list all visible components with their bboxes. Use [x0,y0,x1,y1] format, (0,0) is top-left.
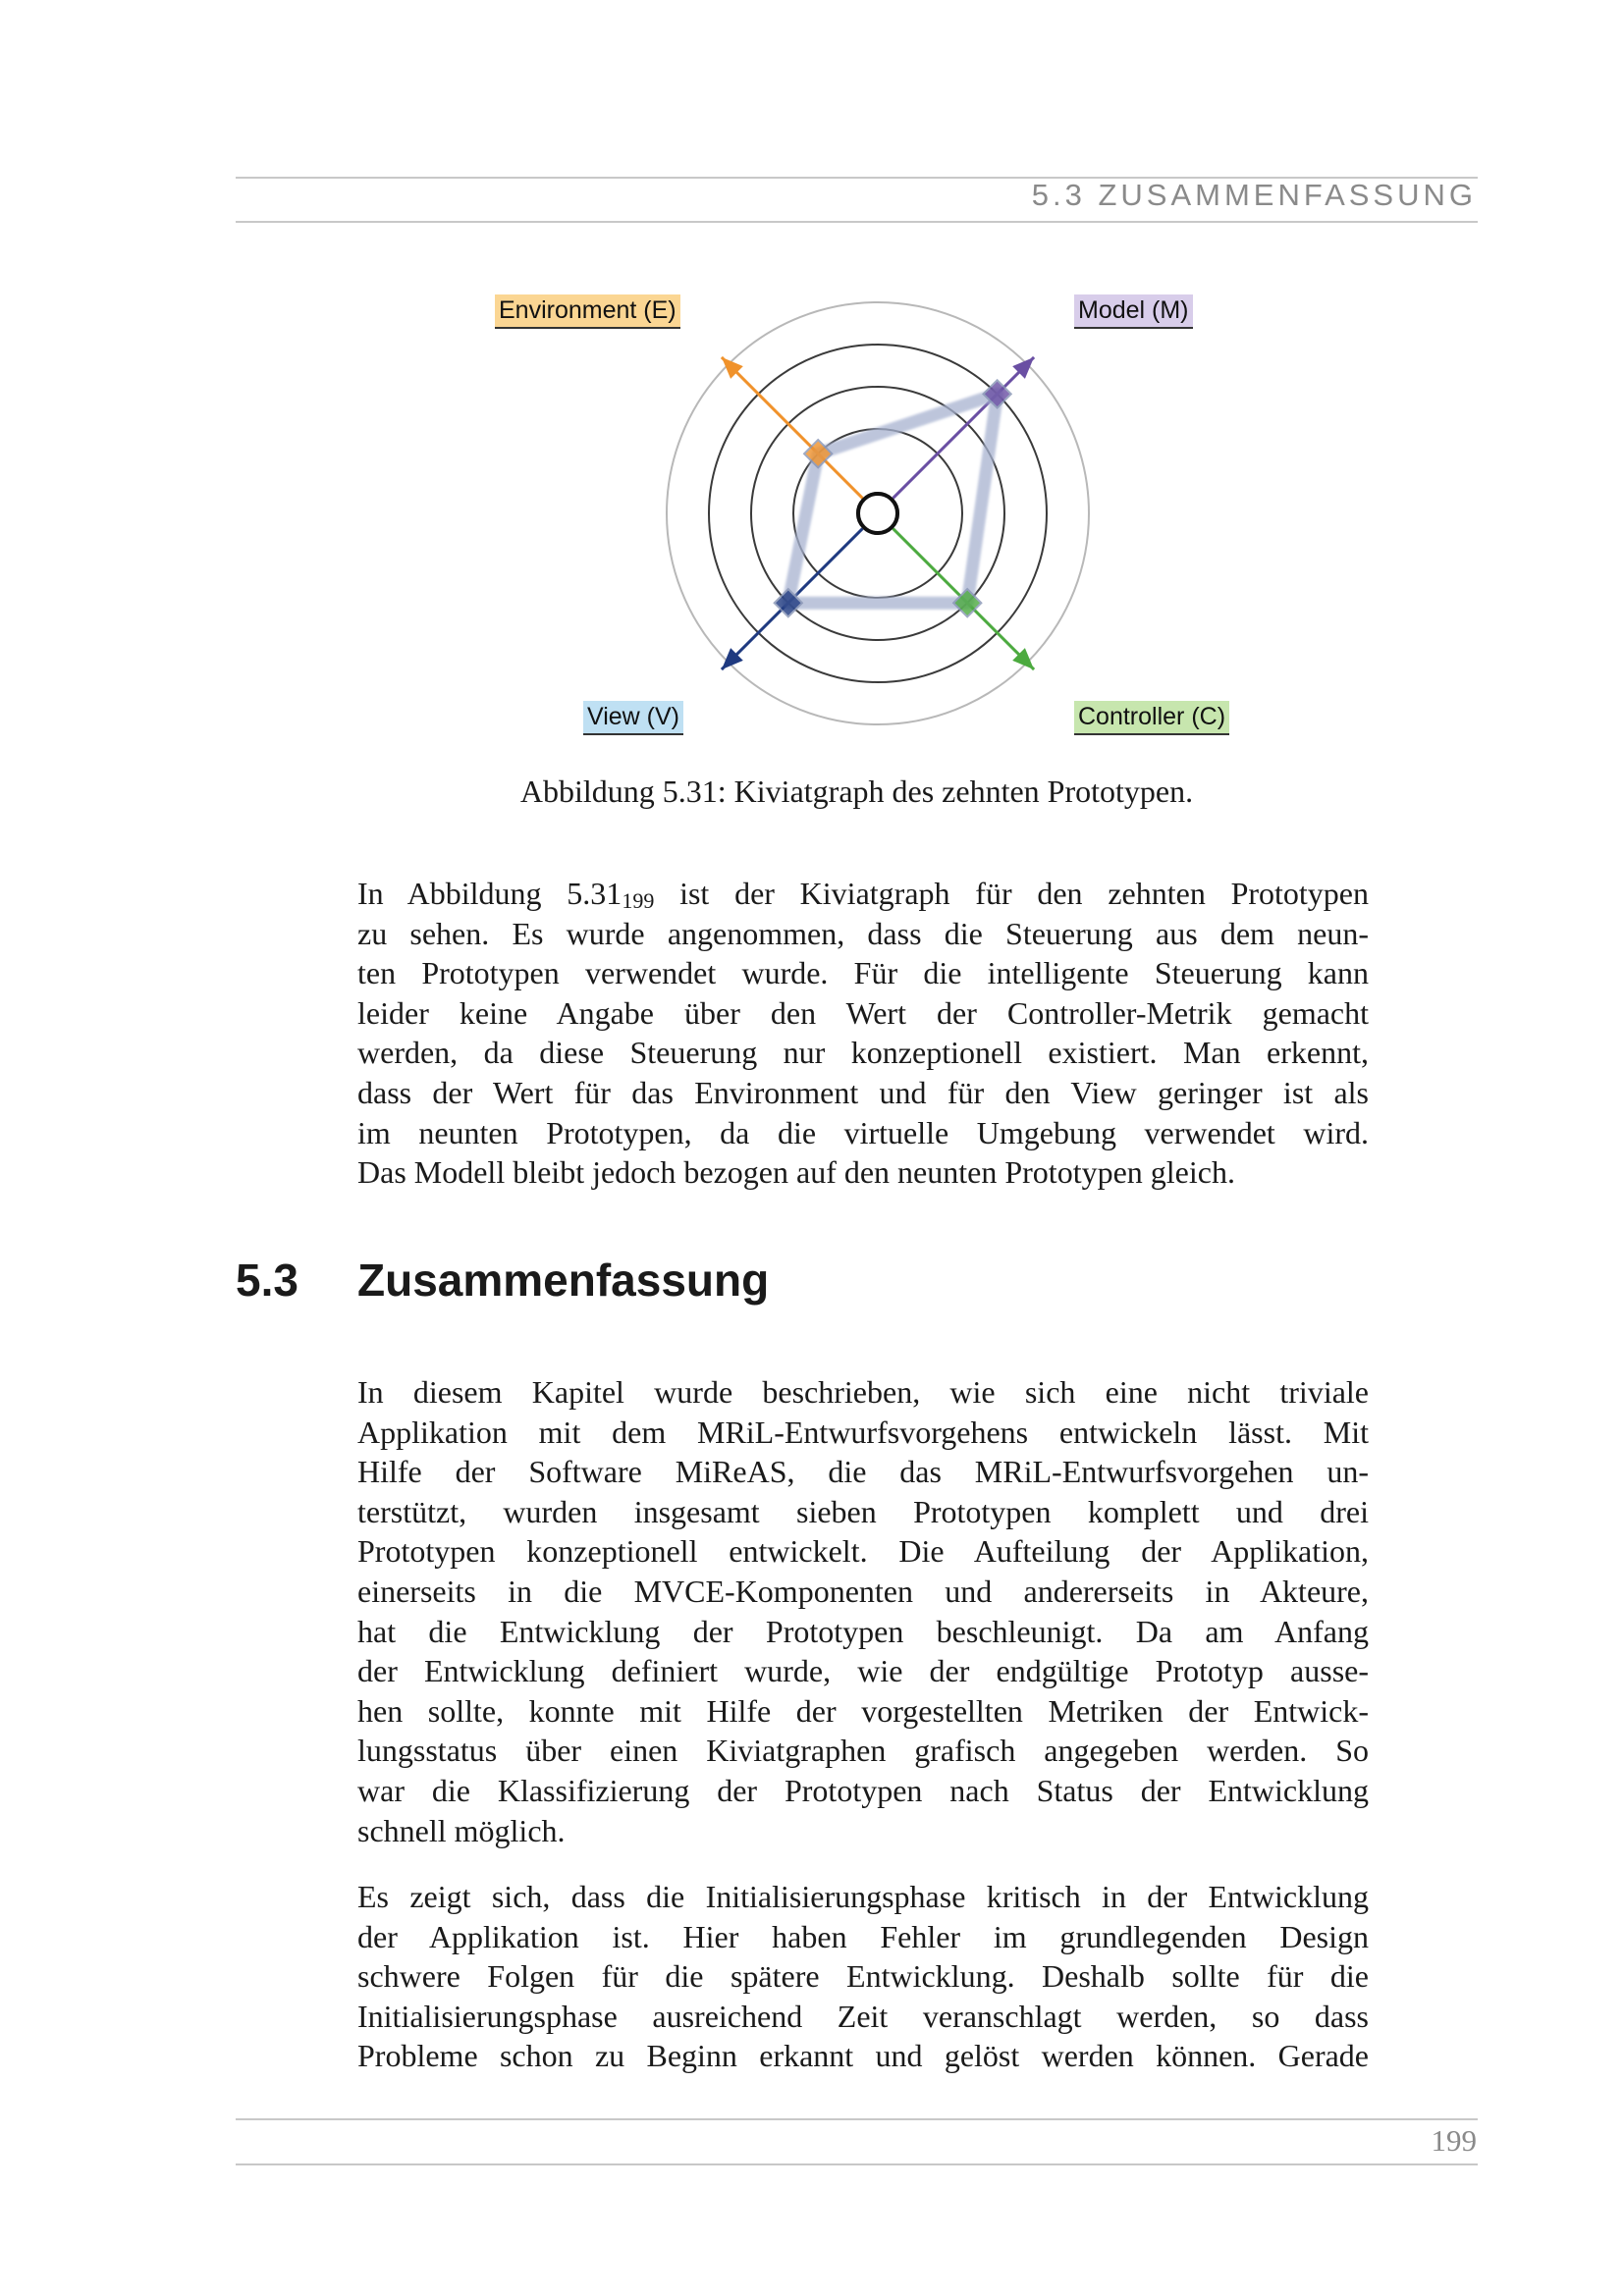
paragraph-line: Das Modell bleibt jedoch bezogen auf den neunten Prototypen gleich. [357,1154,1235,1191]
axis-label-view: View (V) [583,701,683,735]
paragraph-line: In diesem Kapitel wurde beschrieben, wie sich eine nicht triviale [357,1374,1369,1410]
running-head: 5.3 ZUSAMMENFASSUNG [1031,178,1477,212]
radar-center [858,494,897,533]
paragraph-3 [357,1877,1369,2076]
figure-reference[interactable]: In Abbildung 5.31 [357,876,623,911]
paragraph-line: Es zeigt sich, dass die Initialisierungsphase kritisch in der Entwicklung [357,1879,1369,1914]
paragraph-2 [357,1372,1369,1850]
paragraph-line: In Abbildung $5.31_{199}$ ist der Kiviatgraph für den zehnten Prototypen [357,876,1370,913]
paragraph-line: hen sollte, konnte mit Hilfe der vorgestellten Metriken der Entwick- [357,1692,1369,1729]
paragraph-line: werden, da diese Steuerung nur konzeptionell existiert. Man erkennt, [357,1035,1369,1071]
footer-rule-top [236,2118,1478,2120]
radar-axis [722,357,863,499]
paragraph-line: der Entwicklung definiert wurde, wie der endgültige Prototyp ausse- [357,1653,1369,1689]
paragraph-line: Probleme schon zu Beginn erkannt und gelöst werden können. Gerade [357,2038,1369,2074]
paragraph-line: war die Klassifizierung der Prototypen nach Status der Entwicklung [357,1772,1369,1808]
axis-label-model: Model (M) [1074,294,1193,329]
paragraph-line: terstützt, wurden insgesamt sieben Prototypen komplett und drei [357,1493,1369,1529]
paragraph-line: ten Prototypen verwendet wurde. Für die intelligente Steuerung kann [357,955,1369,991]
paragraph-line: schwere Folgen für die spätere Entwicklung. Deshalb sollte für die [357,1958,1369,1995]
axis-label-environment: Environment (E) [495,294,680,329]
paragraph-line: lungsstatus über einen Kiviatgraphen grafisch angegeben werden. So [357,1733,1369,1769]
axis-label-controller: Controller (C) [1074,701,1229,735]
figure-caption: Abbildung 5.31: Kiviatgraph des zehnten Prototypen. [519,774,1194,809]
paragraph-1 [357,874,1369,1193]
paragraph-line: einerseits in die MVCE-Komponenten und andererseits in Akteure, [357,1573,1369,1609]
section-title: Zusammenfassung [357,1255,770,1306]
paragraph-line: dass der Wert für das Environment und für den View geringer ist als [357,1074,1369,1110]
paragraph-line: Initialisierungsphase ausreichend Zeit veranschlagt werden, so dass [357,1998,1369,2034]
reference-page: 199 [622,888,655,913]
paragraph-line: schnell möglich. [357,1812,566,1848]
section-number: 5.3 [236,1255,298,1306]
paragraph-line: im neunten Prototypen, da die virtuelle Umgebung verwendet wird. [357,1114,1369,1150]
paragraph-line: zu sehen. Es wurde angenommen, dass die Steuerung aus dem neun- [357,915,1369,951]
page-number: 199 [1431,2123,1477,2158]
paragraph-line: Applikation mit dem MRiL-Entwurfsvorgehens entwickeln lässt. Mit [357,1414,1369,1450]
paragraph-line: Prototypen konzeptionell entwickelt. Die Aufteilung der Applikation, [357,1533,1369,1570]
header-rule-bottom [236,221,1478,223]
paragraph-line: leider keine Angabe über den Wert der Controller-Metrik gemacht [357,994,1369,1031]
footer-rule-bottom [236,2163,1478,2165]
kiviat-figure [471,275,1257,756]
kiviat-chart [471,275,1257,756]
paragraph-line: der Applikation ist. Hier haben Fehler im grundlegenden Design [357,1918,1369,1954]
paragraph-line: Hilfe der Software MiReAS, die das MRiL-Entwurfsvorgehen un- [357,1454,1369,1490]
paragraph-line: hat die Entwicklung der Prototypen beschleunigt. Da am Anfang [357,1613,1369,1649]
